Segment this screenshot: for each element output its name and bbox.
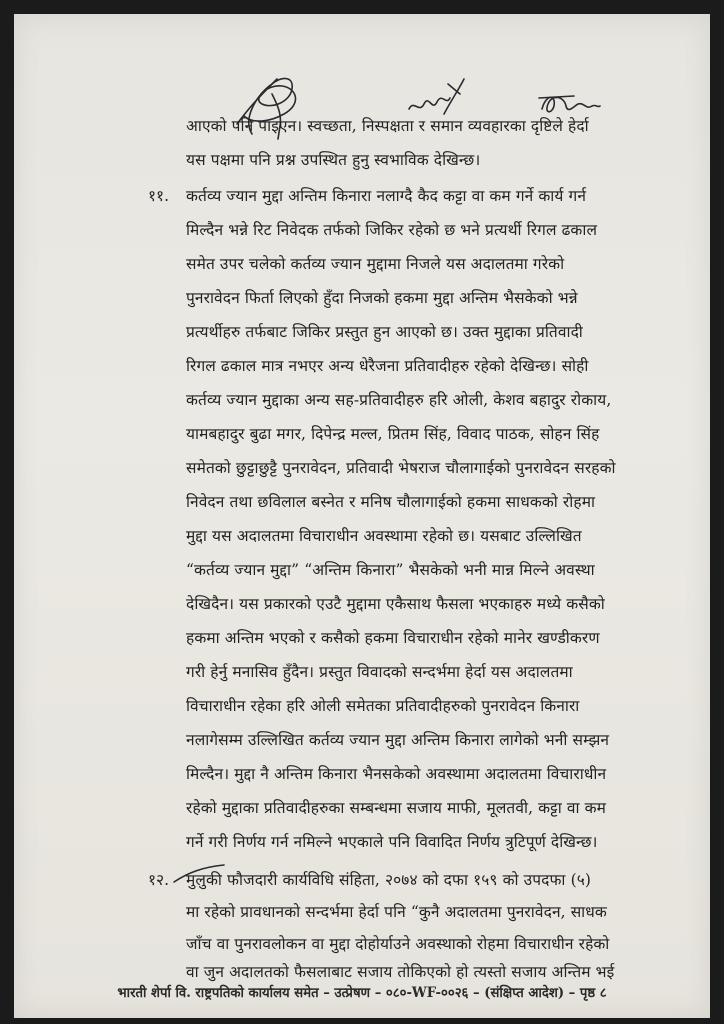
paragraph-number: ११. — [148, 187, 170, 205]
paragraph-number: १२. — [148, 871, 170, 889]
text-line: समेतको छुट्टाछुट्टै पुनरावेदन, प्रतिवादी भेषराज चौलागाईको पुनरावेदन सरहको — [186, 459, 616, 477]
text-line: गर्ने गरी निर्णय गर्न नमिल्ने भएकाले पनि विवादित निर्णय त्रुटिपूर्ण देखिन्छ। — [186, 833, 598, 851]
text-line: विचाराधीन रहेका हरि ओली समेतका प्रतिवादीहरुको पुनरावेदन किनारा — [186, 697, 580, 715]
text-line: जाँच वा पुनरावलोकन वा मुद्दा दोहोर्याउने अवस्थाको रोहमा विचाराधीन रहेको — [186, 935, 610, 953]
text-line: वा जुन अदालतको फैसलाबाट सजाय तोकिएको हो त्यस्तो सजाय अन्तिम भई — [186, 963, 615, 981]
text-line: आएको पनि पाइएन। स्वच्छता, निस्पक्षता र समान व्यवहारका दृष्टिले हेर्दा — [186, 117, 589, 135]
text-line: गरी हेर्नु मनासिव हुँदैन। प्रस्तुत विवादको सन्दर्भमा हेर्दा यस अदालतमा — [186, 663, 573, 681]
text-line: रिगल ढकाल मात्र नभएर अन्य धेरैजना प्रतिवादीहरु रहेको देखिन्छ। सोही — [186, 357, 589, 375]
text-line: प्रत्यर्थीहरु तर्फबाट जिकिर प्रस्तुत हुन आएको छ। उक्त मुद्दाका प्रतिवादी — [186, 323, 583, 341]
text-line: मुलुकी फौजदारी कार्यविधि संहिता, २०७४ को दफा १५९ को उपदफा (५) — [186, 871, 592, 889]
text-line: यामबहादुर बुढा मगर, दिपेन्द्र मल्ल, प्रितम सिंह, विवाद पाठक, सोहन सिंह — [186, 425, 600, 443]
text-line: कर्तव्य ज्यान मुद्दाका अन्य सह-प्रतिवादीहरु हरि ओली, केशव बहादुर रोकाय, — [186, 391, 612, 409]
text-line: मुद्दा यस अदालतमा विचाराधीन अवस्थामा रहेको छ। यसबाट उल्लिखित — [186, 527, 582, 545]
text-line: मा रहेको प्रावधानको सन्दर्भमा हेर्दा पनि “कुनै अदालतमा पुनरावेदन, साधक — [186, 903, 607, 921]
text-line: मिल्दैन भन्ने रिट निवेदक तर्फको जिकिर रहेको छ भने प्रत्यर्थी रिगल ढकाल — [186, 221, 598, 239]
text-line: निवेदन तथा छविलाल बस्नेत र मनिष चौलागाईको हकमा साधकको रोहमा — [186, 493, 596, 511]
text-line: नलागेसम्म उल्लिखित कर्तव्य ज्यान मुद्दा अन्तिम किनारा लागेको भनी सम्झन — [186, 731, 610, 749]
text-line: मिल्दैन। मुद्दा नै अन्तिम किनारा भैनसकेको अवस्थामा अदालतमा विचाराधीन — [186, 765, 607, 783]
text-line: “कर्तव्य ज्यान मुद्दा” “अन्तिम किनारा” भैसकेको भनी मान्न मिल्ने अवस्था — [186, 561, 595, 579]
text-line: यस पक्षमा पनि प्रश्न उपस्थित हुनु स्वभाविक देखिन्छ। — [186, 151, 481, 169]
text-line: रहेको मुद्दाका प्रतिवादीहरुका सम्बन्धमा सजाय माफी, मूलतवी, कट्टा वा कम — [186, 799, 607, 817]
signature-bottom-left — [164, 862, 244, 886]
text-line: समेत उपर चलेको कर्तव्य ज्यान मुद्दामा निजले यस अदालतमा गरेको — [186, 255, 565, 273]
document-page — [14, 14, 710, 1018]
page-footer: भारती शेर्पा वि. राष्ट्रपतिको कार्यालय समेत – उत्प्रेषण – ०८०-WF-००२६ – (संक्षिप्त आदेश) – पृष्ठ ८ — [117, 985, 607, 1001]
text-line: हकमा अन्तिम भएको र कसैको हकमा विचाराधीन रहेको मानेर खण्डीकरण — [186, 629, 600, 647]
text-line: देखिदैन। यस प्रकारको एउटै मुद्दामा एकैसाथ फैसला भएकाहरु मध्ये कसैको — [186, 595, 605, 613]
text-line: कर्तव्य ज्यान मुद्दा अन्तिम किनारा नलाग्दै कैद कट्टा वा कम गर्ने कार्य गर्न — [186, 187, 587, 205]
text-line: पुनरावेदन फिर्ता लिएको हुँदा निजको हकमा मुद्दा अन्तिम भैसकेको भन्ने — [186, 289, 578, 307]
